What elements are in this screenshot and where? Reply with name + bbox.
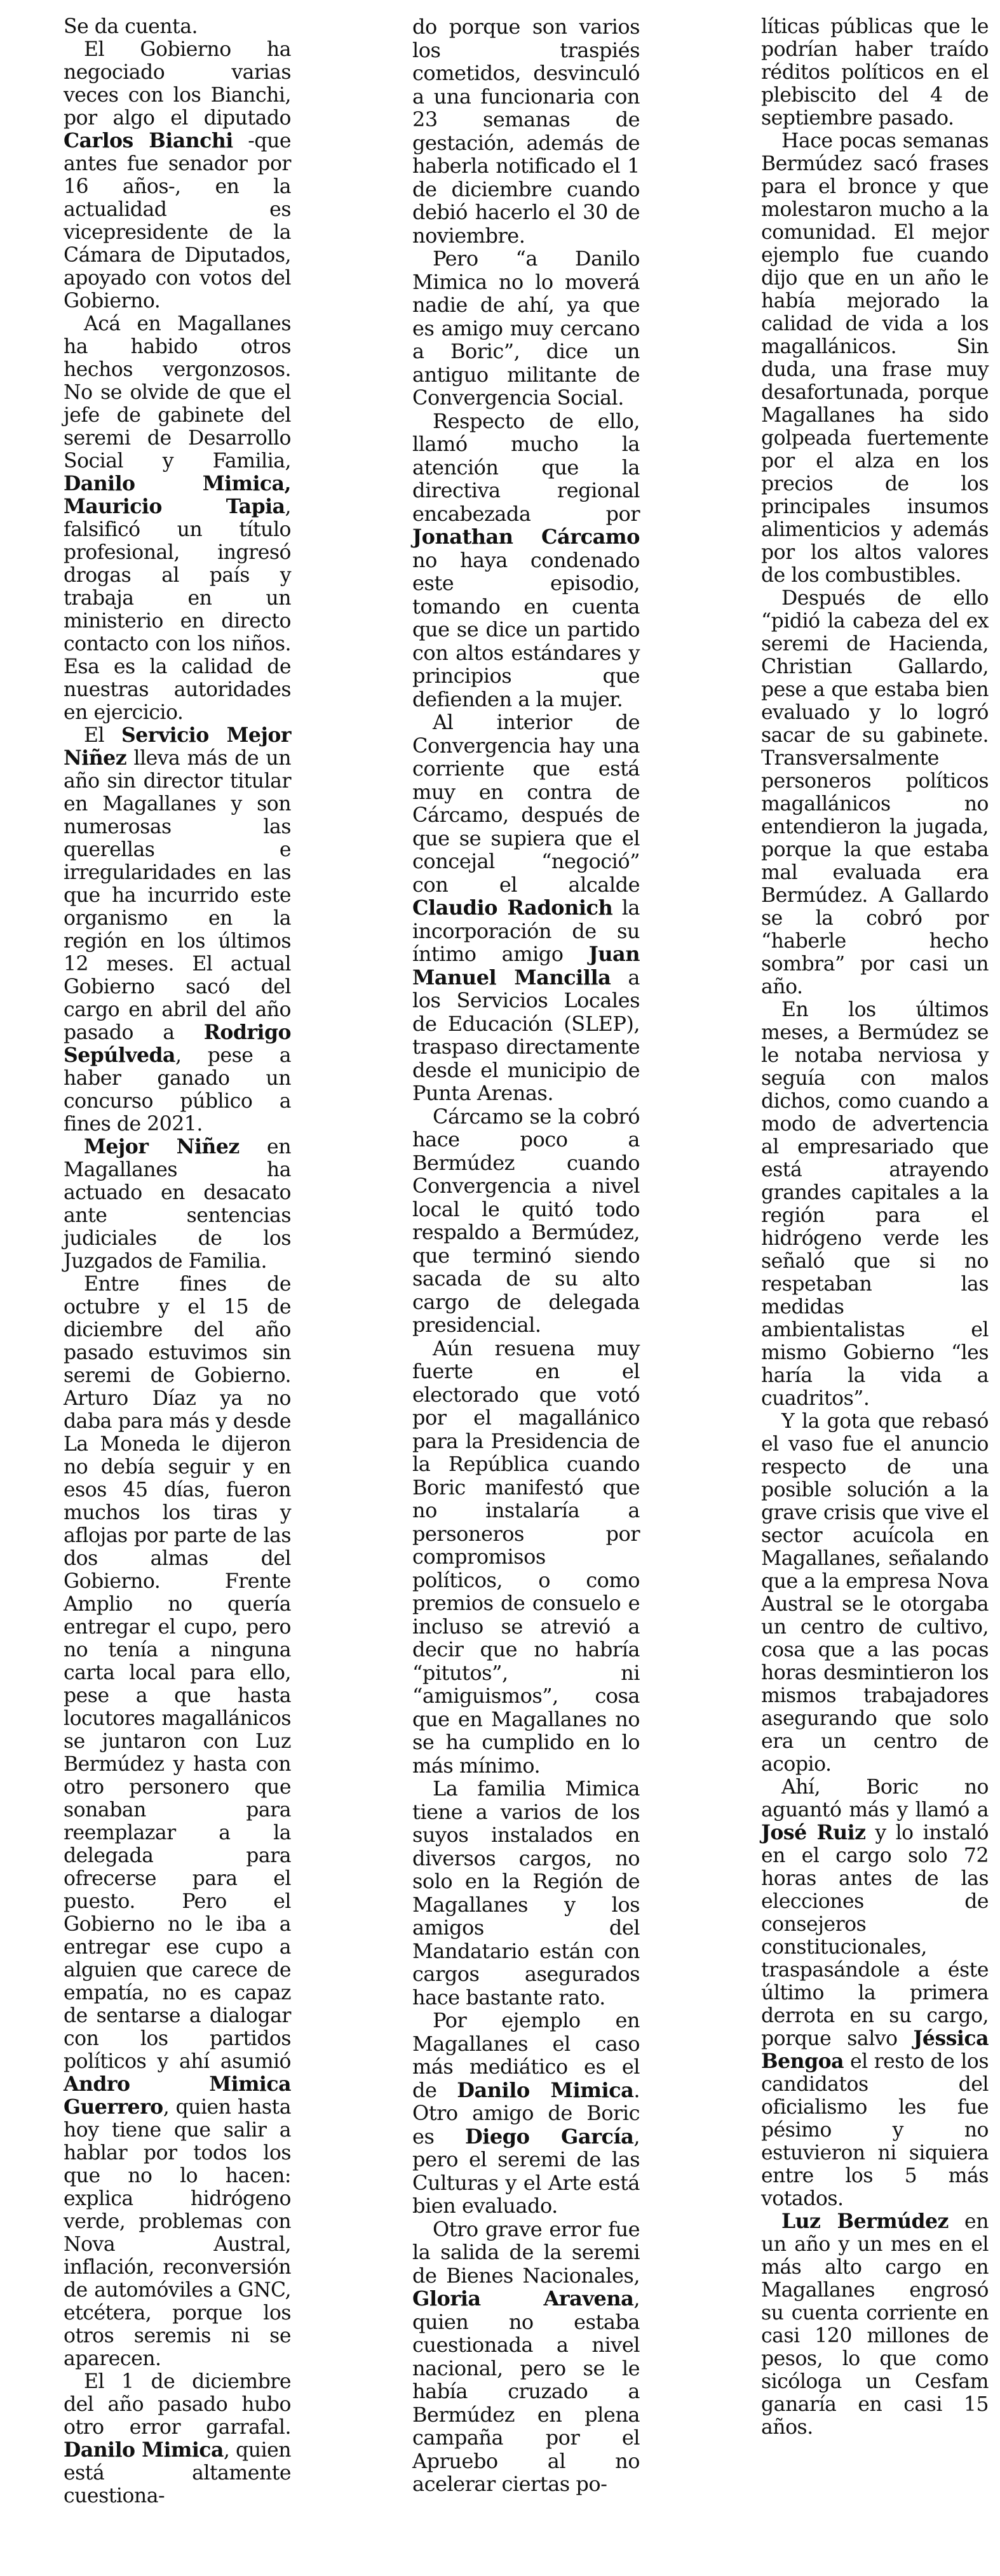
text-run: a los Servicios Locales de Educación (SLEP), traspaso directamente desde el municipio de Punta Arenas. (412, 965, 640, 1105)
bold-name: Diego García (464, 2124, 634, 2149)
text-run: Cárcamo se la cobró hace poco a Bermúdez cuando Convergencia a nivel local le quitó todo respaldo a Bermúdez, que terminó siendo sacada de su alto cargo de delegada presidencial. (412, 1104, 640, 1337)
text-run: , pero el seremi de las Culturas y el Arte está bien evaluado. (412, 2124, 640, 2218)
text-run: , quien está altamente cuestiona- (64, 2439, 291, 2507)
text-run: . Otro amigo de Boric es (412, 2077, 640, 2149)
article-paragraph (412, 2218, 640, 2496)
bold-name: Juan Manuel Mancilla (412, 942, 640, 989)
article-paragraph (761, 1776, 989, 2210)
text-run: en un año y un mes en el más alto cargo en Magallanes engrosó su cuenta corriente en casi 120 millones de pesos, lo que como sicóloga un Cesfam ganaría en casi 15 años. (761, 2210, 989, 2439)
bold-name: Jonathan Cárcamo (412, 525, 640, 549)
article-paragraph (64, 1273, 291, 2370)
article-paragraph (412, 711, 640, 1105)
bold-name: Danilo Mimica (457, 2077, 634, 2102)
article-paragraph (761, 2210, 989, 2439)
text-run: El (84, 724, 121, 747)
text-run: Pero “a Danilo Mimica no lo moverá nadie de ahí, ya que es amigo muy cercano a Boric”, dice un antiguo militante de Convergencia Social. (412, 246, 640, 410)
text-run: lleva más de un año sin director titular en Magallanes y son numerosas las querellas e irregularidades en las que ha incurrido este organismo en la región en los últimos 12 meses. El actual Gobierno sacó del cargo en abril del año pasado a (64, 747, 291, 1044)
article-column-3 (761, 15, 989, 2562)
text-run: Al interior de Convergencia hay una corriente que está muy en contra de Cárcamo, después de que se supiera que el concejal “negoció” con el alcalde (412, 710, 640, 897)
bold-name: Rodrigo Sepúlveda (64, 1021, 291, 1067)
text-run: Ahí, Boric no aguantó más y llamó a (761, 1776, 989, 1821)
article-paragraph (412, 15, 640, 247)
text-run: Respecto de ello, llamó mucho la atención que la directiva regional encabezada por (412, 408, 640, 526)
text-run: Hace pocas semanas Bermúdez sacó frases para el bronce y que molestaron mucho a la comunidad. El mejor ejemplo fue cuando dijo que en un año le había mejorado la calidad de vida a los magallánicos. Sin duda, una frase muy desafortunada, porque Magallanes ha sido golpeada fuertemente por el alza en los precios de los principales insumos alimenticios y además por los altos valores de los combustibles. (761, 130, 989, 587)
bold-name: Mejor Niñez (84, 1135, 240, 1158)
bold-name: Danilo Mimica, Mauricio Tapia (64, 472, 291, 518)
bold-name: Andro Mimica Guerrero (64, 2072, 291, 2119)
article-paragraph (412, 247, 640, 410)
text-run: Y la gota que rebasó el vaso fue el anuncio respecto de una posible solución a la grave crisis que vive el sector acuícola en Magallanes, señalando que a la empresa Nova Austral se le otorgaba un centro de cultivo, cosa que a las pocas horas desmintieron los mismos trabajadores asegurando que solo era un centro de acopio. (761, 1410, 989, 1776)
article-paragraph (412, 410, 640, 711)
text-run: Después de ello “pidió la cabeza del ex seremi de Hacienda, Christian Gallardo, pese a que estaba bien evaluado y lo logró sacar de su gabinete. Transversalmente personeros políticos magallánicos no entendieron la jugada, porque la que estaba mal evaluada era Bermúdez. A Gallardo se la cobró por “haberle hecho sombra” por casi un año. (761, 587, 989, 998)
text-run: , quien hasta hoy tiene que salir a hablar por todos los que no lo hacen: explica hidrógeno verde, problemas con Nova Austral, inflación, reconversión de automóviles a GNC, etcétera, porque los otros seremis ni se aparecen. (64, 2096, 291, 2370)
text-run: , quien no estaba cuestionada a nivel nacional, pero se le había cruzado a Bermúdez en plena campaña por el Apruebo al no acelerar ciertas po- (412, 2286, 640, 2496)
text-run: Otro grave error fue la salida de la seremi de Bienes Nacionales, (412, 2217, 640, 2288)
text-run: Aún resuena muy fuerte en el electorado que votó por el magallánico para la Presidencia de la República cuando Boric manifestó que no instalaría a personeros por compromisos políticos, o como premios de consuelo e incluso se atrevió a decir que no habría “pitutos”, ni “amiguismos”, cosa que en Magallanes no se ha cumplido en lo más mínimo. (412, 1336, 640, 1778)
text-run: El 1 de diciembre del año pasado hubo otro error garrafal. (64, 2370, 291, 2439)
article-paragraph (412, 1337, 640, 1778)
text-run: en Magallanes ha actuado en desacato ante sentencias judiciales de los Juzgados de Familia. (64, 1136, 291, 1273)
bold-name: Luz Bermúdez (781, 2210, 949, 2233)
text-run: líticas públicas que le podrían haber traído réditos políticos en el plebiscito del 4 de septiembre pasado. (761, 15, 989, 130)
bold-name: José Ruiz (761, 1821, 866, 1844)
text-run: , falsificó un título profesional, ingresó drogas al país y trabaja en un ministerio en directo contacto con los niños. Esa es la calidad de nuestras autoridades en ejercicio. (64, 495, 291, 724)
article-paragraph (412, 1105, 640, 1337)
article-paragraph (64, 312, 291, 724)
article-paragraph (761, 587, 989, 998)
text-run: y lo instaló en el cargo solo 72 horas antes de las elecciones de consejeros constitucionales, traspasándole a éste último la primera derrota en su cargo, porque salvo (761, 1821, 989, 2050)
text-run: Acá en Magallanes ha habido otros hechos vergonzosos. No se olvide de que el jefe de gabinete del seremi de Desarrollo Social y Familia, (64, 312, 291, 473)
article-paragraph (761, 998, 989, 1410)
text-run: el resto de los candidatos del oficialismo les fue pésimo y no estuvieron ni siquiera entre los 5 más votados. (761, 2050, 989, 2210)
article-paragraph (64, 15, 291, 38)
article-paragraph (64, 38, 291, 312)
text-run: El Gobierno ha negociado varias veces con los Bianchi, por algo el diputado (64, 38, 291, 130)
text-run: no haya condenado este episodio, tomando en cuenta que se dice un partido con altos estándares y principios que defienden a la mujer. (412, 547, 640, 711)
text-run: Entre fines de octubre y el 15 de diciembre del año pasado estuvimos sin seremi de Gobierno. Arturo Díaz ya no daba para más y desde La Moneda le dijeron no debía seguir y en esos 45 días, fueron muchos los tiras y aflojas por parte de las dos almas del Gobierno. Frente Amplio no quería entregar el cupo, pero no tenía a ninguna carta local para ello, pese a que hasta locutores magallánicos se juntaron con Luz Bermúdez y hasta con otro personero que sonaban para reemplazar a la delegada para ofrecerse para el puesto. Pero el Gobierno no le iba a entregar ese cupo a alguien que carece de empatía, no es capaz de sentarse a dialogar con los partidos políticos y ahí asumió (64, 1273, 291, 2073)
bold-name: Danilo Mimica (64, 2438, 224, 2462)
article-paragraph (64, 1136, 291, 1273)
article-paragraph (761, 1410, 989, 1776)
text-run: -que antes fue senador por 16 años-, en la actualidad es vicepresidente de la Cámara de Diputados, apoyado con votos del Gobierno. (64, 130, 291, 312)
article-column-1 (64, 15, 291, 2562)
bold-name: Gloria Aravena (412, 2286, 634, 2311)
article-paragraph (412, 1777, 640, 2009)
bold-name: Claudio Radonich (412, 896, 613, 920)
text-run: do porque son varios los traspiés cometidos, desvinculó a una funcionaria con 23 semanas de gestación, además de haberla notificado el 1 de diciembre cuando debió hacerlo el 30 de noviembre. (412, 15, 640, 248)
article-paragraph (761, 130, 989, 587)
article-paragraph (64, 2370, 291, 2507)
bold-name: Carlos Bianchi (64, 129, 233, 152)
text-run: En los últimos meses, a Bermúdez se le notaba nerviosa y seguía con malos dichos, como cuando a modo de advertencia al empresariado que está atrayendo grandes capitales a la región para el hidrógeno verde les señaló que si no respetaban las medidas ambientalistas el mismo Gobierno “les haría la vida a cuadritos”. (761, 998, 989, 1410)
newspaper-article (64, 15, 989, 2562)
text-run: La familia Mimica tiene a varios de los suyos instalados en diversos cargos, no solo en la Región de Magallanes y los amigos del Mandatario están con cargos asegurados hace bastante rato. (412, 1776, 640, 2009)
article-paragraph (412, 2009, 640, 2218)
text-run: Por ejemplo en Magallanes el caso más mediático es el de (412, 2008, 640, 2102)
article-paragraph (64, 724, 291, 1136)
bold-name: Jéssica Bengoa (761, 2027, 989, 2073)
article-paragraph (761, 15, 989, 130)
article-column-2 (412, 15, 640, 2562)
text-run: , pese a haber ganado un concurso público a fines de 2021. (64, 1044, 291, 1136)
text-run: la incorporación de su íntimo amigo (412, 896, 640, 966)
text-run: Se da cuenta. (64, 15, 198, 38)
bold-name: Servicio Mejor Niñez (64, 723, 291, 770)
